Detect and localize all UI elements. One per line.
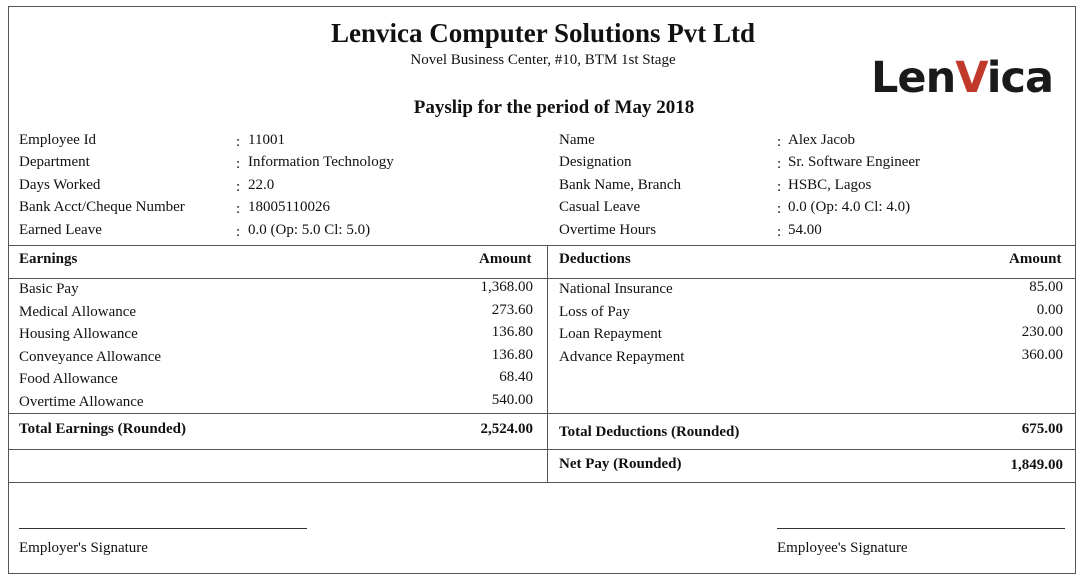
- logo-text-start: Len: [871, 53, 956, 103]
- info-label: Earned Leave: [19, 222, 102, 238]
- info-colon: :: [777, 201, 782, 217]
- deduction-label: National Insurance: [559, 281, 673, 297]
- earning-amount: 273.60: [491, 302, 533, 318]
- info-value: Information Technology: [248, 154, 394, 170]
- info-value: 22.0: [248, 177, 275, 193]
- info-colon: :: [777, 224, 782, 240]
- info-value: HSBC, Lagos: [788, 177, 872, 193]
- deduction-amount: 360.00: [1021, 347, 1063, 363]
- info-value: 0.0 (Op: 5.0 Cl: 5.0): [248, 222, 371, 238]
- info-colon: :: [777, 134, 782, 150]
- table-top-rule: [9, 245, 1075, 246]
- info-label: Department: [19, 154, 90, 170]
- info-value: 18005110026: [248, 199, 330, 215]
- totals-top-rule: [9, 413, 1075, 414]
- earning-amount: 68.40: [499, 369, 533, 385]
- earning-label: Basic Pay: [19, 281, 79, 297]
- info-label: Bank Acct/Cheque Number: [19, 199, 185, 215]
- logo-text-end: ica: [986, 53, 1053, 103]
- deduction-amount: 230.00: [1021, 324, 1063, 340]
- total-earnings-amount: 2,524.00: [480, 421, 533, 437]
- info-value: Alex Jacob: [788, 132, 856, 148]
- info-label: Designation: [559, 154, 632, 170]
- table-header-rule: [9, 278, 1075, 279]
- total-earnings-label: Total Earnings (Rounded): [19, 421, 186, 437]
- payslip-period-title: Payslip for the period of May 2018: [413, 97, 695, 118]
- employer-signature-line: [19, 528, 307, 529]
- info-label: Days Worked: [19, 177, 101, 193]
- info-value: 11001: [248, 132, 285, 148]
- earning-label: Medical Allowance: [19, 304, 137, 320]
- totals-bottom-rule: [9, 449, 1075, 450]
- earning-amount: 1,368.00: [480, 279, 533, 295]
- earning-label: Housing Allowance: [19, 326, 138, 342]
- info-label: Name: [559, 132, 595, 148]
- deductions-header: Deductions: [559, 251, 631, 267]
- company-logo: [871, 53, 1053, 103]
- deduction-amount: 85.00: [1029, 279, 1063, 295]
- info-colon: :: [236, 179, 241, 195]
- info-colon: :: [236, 134, 241, 150]
- info-label: Employee Id: [19, 132, 97, 148]
- info-label: Bank Name, Branch: [559, 177, 682, 193]
- info-label: Casual Leave: [559, 199, 641, 215]
- employee-signature-line: [777, 528, 1065, 529]
- employer-signature-label: Employer's Signature: [19, 540, 148, 556]
- netpay-bottom-rule: [9, 482, 1075, 483]
- deduction-amount: 0.00: [1036, 302, 1063, 318]
- net-pay-amount: 1,849.00: [1010, 457, 1063, 473]
- company-name: Lenvica Computer Solutions Pvt Ltd: [330, 18, 756, 48]
- deduction-label: Loss of Pay: [559, 304, 630, 320]
- info-value: 54.00: [788, 222, 822, 238]
- info-colon: :: [236, 156, 241, 172]
- net-pay-label: Net Pay (Rounded): [559, 456, 682, 472]
- total-deductions-amount: 675.00: [1021, 421, 1063, 437]
- info-colon: :: [236, 224, 241, 240]
- company-address: Novel Business Center, #10, BTM 1st Stage: [410, 52, 676, 68]
- info-colon: :: [777, 179, 782, 195]
- deduction-label: Loan Repayment: [559, 326, 662, 342]
- deductions-amount-header: Amount: [1009, 251, 1062, 267]
- employee-signature-label: Employee's Signature: [777, 540, 908, 556]
- logo-check-icon: V: [955, 53, 987, 103]
- info-colon: :: [236, 201, 241, 217]
- earning-amount: 136.80: [491, 347, 533, 363]
- info-label: Overtime Hours: [559, 222, 657, 238]
- info-colon: :: [777, 156, 782, 172]
- earning-label: Food Allowance: [19, 371, 118, 387]
- earnings-header: Earnings: [19, 251, 78, 267]
- total-deductions-label: Total Deductions (Rounded): [559, 424, 740, 440]
- info-value: 0.0 (Op: 4.0 Cl: 4.0): [788, 199, 911, 215]
- info-value: Sr. Software Engineer: [788, 154, 921, 170]
- earnings-amount-header: Amount: [479, 251, 532, 267]
- earning-label: Conveyance Allowance: [19, 349, 162, 365]
- deduction-label: Advance Repayment: [559, 349, 685, 365]
- earning-amount: 540.00: [491, 392, 533, 408]
- earning-label: Overtime Allowance: [19, 394, 144, 410]
- column-divider: [547, 245, 548, 482]
- earning-amount: 136.80: [491, 324, 533, 340]
- payslip-sheet: [8, 6, 1076, 574]
